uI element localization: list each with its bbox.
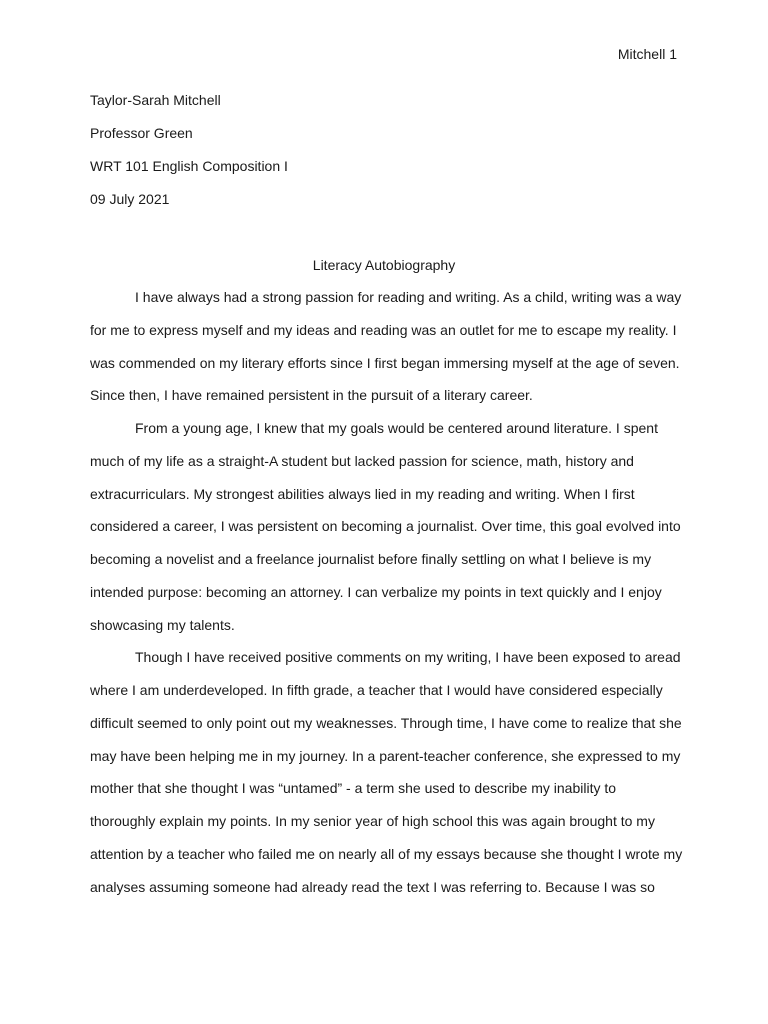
paragraph-line: much of my life as a straight-A student but lacked passion for science, math, history and: [90, 452, 634, 469]
paragraph-line: difficult seemed to only point out my weaknesses. Through time, I have come to realize that she: [90, 714, 682, 731]
paragraph-line: extracurriculars. My strongest abilities always lied in my reading and writing. When I first: [90, 485, 635, 502]
paragraph-line: attention by a teacher who failed me on nearly all of my essays because she thought I wrote my: [90, 845, 683, 862]
paragraph-line: analyses assuming someone had already read the text I was referring to. Because I was so: [90, 878, 655, 895]
paragraph-line: where I am underdeveloped. In fifth grade, a teacher that I would have considered especially: [90, 682, 663, 698]
essay-date: 09 July 2021: [90, 191, 170, 207]
paragraph-line: was commended on my literary efforts since I first began immersing myself at the age of seven.: [90, 354, 680, 371]
instructor-name: Professor Green: [90, 125, 193, 141]
paragraph-line: becoming a novelist and a freelance journalist before finally settling on what I believe is my: [90, 551, 652, 567]
course-name: WRT 101 English Composition I: [90, 158, 288, 174]
paragraph-line: From a young age, I knew that my goals would be centered around literature. I spent: [135, 420, 658, 436]
paragraph-line: Though I have received positive comments on my writing, I have been exposed to aread: [135, 649, 681, 666]
running-header: Mitchell 1: [617, 46, 677, 62]
essay-title: Literacy Autobiography: [312, 257, 456, 273]
paragraph-line: intended purpose: becoming an attorney. I can verbalize my points in text quickly and I enjoy: [90, 583, 662, 600]
paragraph-line: considered a career, I was persistent on becoming a journalist. Over time, this goal evolved into: [90, 518, 681, 535]
mla-heading: [90, 91, 678, 223]
paragraph-line: Since then, I have remained persistent in the pursuit of a literary career.: [90, 387, 533, 404]
paragraph-line: showcasing my talents.: [90, 616, 235, 633]
paragraph-line: for me to express myself and my ideas and reading was an outlet for me to escape my reality. I: [90, 321, 677, 338]
paragraph-line: I have always had a strong passion for reading and writing. As a child, writing was a way: [135, 289, 682, 305]
paragraph-line: thoroughly explain my points. In my senior year of high school this was again brought to my: [90, 813, 655, 829]
essay-body: [90, 288, 683, 910]
author-name: Taylor-Sarah Mitchell: [90, 92, 221, 108]
paragraph-line: mother that she thought I was “untamed” - a term she used to describe my inability to: [90, 780, 617, 797]
paragraph-line: may have been helping me in my journey. In a parent-teacher conference, she expressed to my: [90, 747, 681, 764]
